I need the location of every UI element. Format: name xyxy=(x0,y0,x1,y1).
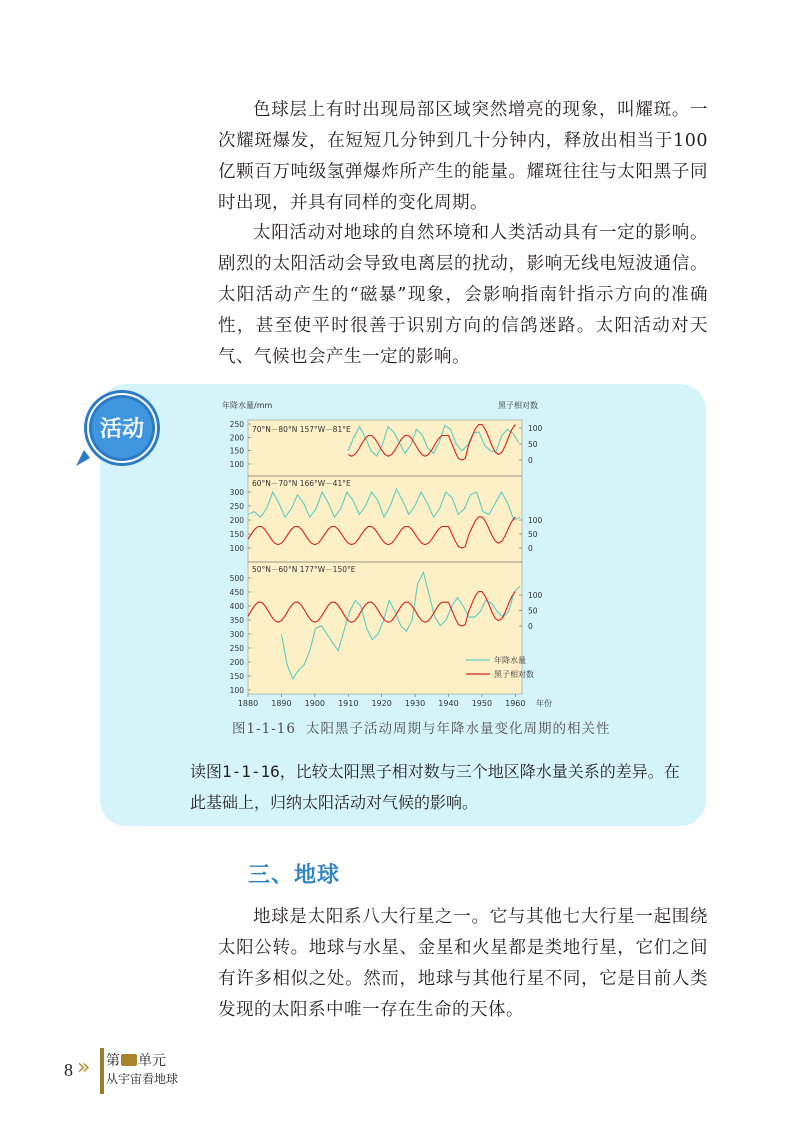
left-tick-label: 500 xyxy=(229,574,244,583)
left-tick-label: 250 xyxy=(229,644,244,653)
plot-background xyxy=(248,420,522,694)
section-heading: 三、地球 xyxy=(248,863,341,888)
right-tick-label: 100 xyxy=(528,424,543,433)
activity-badge-label: 活动 xyxy=(99,417,145,442)
unit-label xyxy=(106,1050,166,1070)
left-tick-label: 200 xyxy=(229,516,244,525)
x-tick-label: 1940 xyxy=(438,699,459,708)
left-tick-label: 100 xyxy=(229,460,244,469)
sunspot-rainfall-chart xyxy=(218,398,556,710)
x-tick-label: 1930 xyxy=(404,699,426,708)
right-tick-label: 50 xyxy=(528,440,538,449)
right-tick-label: 50 xyxy=(528,606,538,616)
left-tick-label: 250 xyxy=(229,420,244,429)
x-tick-label: 1920 xyxy=(371,699,392,708)
paragraph-solar-influence: 太阳活动对地球的自然环境和人类活动具有一定的影响。剧烈的太阳活动会导致电离层的扰动，影响无线电短波通信。太阳活动产生的“磁暴”现象，会影响指南针指示方向的准确性，甚至使平时很善于识别方向的信鸽迷路。太阳活动对天气、气候也会产生一定的影响。 xyxy=(218,223,708,367)
paragraph-flare: 色球层上有时出现局部区域突然增亮的现象，叫耀斑。一次耀斑爆发，在短短几分钟到几十分钟内，释放出相当于100亿颗百万吨级氢弹爆炸所产生的能量。耀斑往往与太阳黑子同时出现，并具有同样的变化周期。 xyxy=(218,100,708,213)
figure-caption xyxy=(232,717,610,737)
figure-number: 图1-1-16 xyxy=(232,721,296,737)
right-tick-label: 50 xyxy=(528,530,538,539)
figure-caption-text: 太阳黑子活动周期与年降水量变化周期的相关性 xyxy=(305,721,611,737)
x-tick-label: 1950 xyxy=(471,699,493,708)
x-tick-label: 1960 xyxy=(505,699,526,708)
left-tick-label: 350 xyxy=(229,616,244,625)
page-number: 8 xyxy=(64,1060,73,1080)
right-tick-label: 0 xyxy=(528,544,533,553)
left-tick-label: 200 xyxy=(229,658,244,667)
unit-title: 从宇宙看地球 xyxy=(106,1072,179,1086)
x-tick-label: 1880 xyxy=(237,699,259,708)
right-tick-label: 100 xyxy=(528,591,543,600)
left-tick-label: 300 xyxy=(229,630,244,639)
left-axis-title: 年降水量/mm xyxy=(222,401,273,410)
left-tick-label: 100 xyxy=(229,544,244,553)
right-tick-label: 100 xyxy=(528,516,543,525)
right-axis-title: 黑子相对数 xyxy=(498,401,538,410)
x-axis-unit: 年份 xyxy=(536,699,552,708)
activity-task-line1: 读图1-1-16，比较太阳黑子相对数与三个地区降水量关系的差异。在 xyxy=(190,762,680,781)
x-tick-label: 1890 xyxy=(271,699,292,708)
activity-task-line2: 此基础上，归纳太阳活动对气候的影响。 xyxy=(190,793,479,812)
unit-suffix: 单元 xyxy=(138,1053,166,1069)
right-tick-label: 0 xyxy=(528,622,533,631)
page-footer xyxy=(64,1048,264,1094)
right-tick-label: 0 xyxy=(528,456,533,465)
left-tick-label: 400 xyxy=(229,602,244,611)
double-chevron-icon: » xyxy=(77,1055,85,1080)
activity-badge xyxy=(70,388,180,474)
left-tick-label: 200 xyxy=(229,433,244,443)
left-tick-label: 150 xyxy=(229,446,244,456)
left-tick-label: 250 xyxy=(229,502,244,511)
panel-label: 50°N－60°N 177°W－150°E xyxy=(252,565,356,574)
activity-task xyxy=(190,756,680,818)
panel-label: 60°N－70°N 166°W－41°E xyxy=(252,479,351,488)
left-tick-label: 150 xyxy=(229,530,244,539)
left-tick-label: 300 xyxy=(229,488,244,497)
paragraph-earth: 地球是太阳系八大行星之一。它与其他七大行星一起围绕太阳公转。地球与水星、金星和火星都是类地行星，它们之间有许多相似之处。然而，地球与其他行星不同，它是目前人类发现的太阳系中唯一存在生命的天体。 xyxy=(218,907,708,1020)
legend-sunspot-label: 黑子相对数 xyxy=(494,670,534,679)
left-tick-label: 150 xyxy=(229,672,244,681)
legend-rain-label: 年降水量 xyxy=(494,656,526,665)
left-tick-label: 100 xyxy=(229,686,244,695)
unit-prefix: 第 xyxy=(106,1053,120,1069)
left-tick-label: 450 xyxy=(229,588,244,597)
x-tick-label: 1900 xyxy=(304,699,326,708)
panel-label: 70°N－80°N 157°W－81°E xyxy=(252,425,351,434)
unit-number-mark xyxy=(121,1054,137,1066)
footer-divider xyxy=(100,1048,104,1094)
x-tick-label: 1910 xyxy=(338,699,359,708)
